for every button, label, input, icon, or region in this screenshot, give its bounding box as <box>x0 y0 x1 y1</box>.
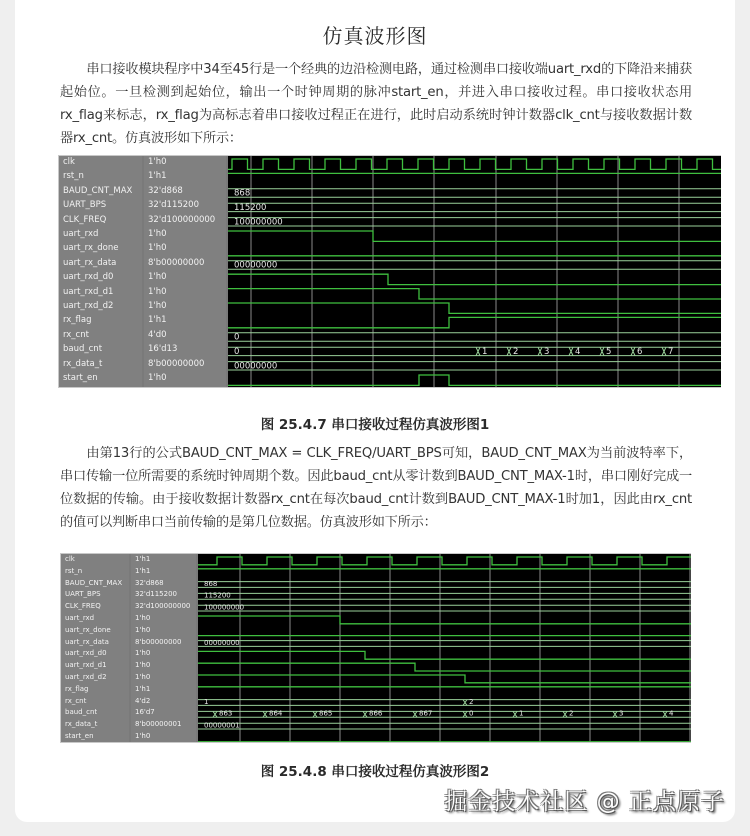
signal-name: uart_rxd_d2 <box>65 673 107 681</box>
signal-name: uart_rxd <box>63 229 99 239</box>
signal-value: 1'h0 <box>135 661 151 670</box>
signal-value: 1'h0 <box>148 157 167 167</box>
signal-value: 1'h0 <box>135 614 151 622</box>
signal-name: BAUD_CNT_MAX <box>63 185 133 196</box>
svg-text:4: 4 <box>669 709 674 718</box>
svg-text:2: 2 <box>569 709 574 718</box>
signal-value: 1'h0 <box>148 243 167 254</box>
svg-text:00000000: 00000000 <box>234 361 278 372</box>
signal-name: rst_n <box>63 171 84 182</box>
svg-text:0: 0 <box>234 332 240 343</box>
svg-text:4: 4 <box>575 347 581 358</box>
signal-name: rx_data_t <box>63 358 103 369</box>
svg-text:00000001: 00000001 <box>204 721 240 730</box>
signal-value: 1'h1 <box>135 555 151 563</box>
svg-text:100000000: 100000000 <box>204 603 245 612</box>
signal-value: 1'h0 <box>135 732 151 740</box>
signal-name: uart_rxd <box>65 614 95 622</box>
svg-text:868: 868 <box>234 188 251 199</box>
svg-text:0: 0 <box>234 347 240 358</box>
signal-name: rx_data_t <box>65 720 98 729</box>
signal-name: uart_rx_data <box>65 637 109 646</box>
signal-name: start_en <box>65 732 94 740</box>
signal-name: BAUD_CNT_MAX <box>65 578 123 587</box>
signal-name-column <box>59 156 142 387</box>
signal-name: rst_n <box>65 566 83 575</box>
signal-name-column <box>61 554 129 742</box>
svg-text:0: 0 <box>469 709 474 718</box>
svg-text:3: 3 <box>544 347 550 358</box>
svg-text:864: 864 <box>269 709 283 718</box>
waveform-figure-1 <box>58 155 721 388</box>
svg-text:1: 1 <box>519 709 524 718</box>
signal-value: 8'b00000001 <box>135 720 182 729</box>
signal-value: 32'd100000000 <box>148 214 216 225</box>
svg-text:865: 865 <box>319 709 333 718</box>
signal-name: uart_rxd_d0 <box>63 272 114 283</box>
paragraph-edge-detection <box>60 58 692 150</box>
waveform-traces <box>198 554 691 742</box>
signal-name: uart_rx_done <box>63 243 119 254</box>
signal-value: 1'h0 <box>148 286 167 297</box>
signal-name: UART_BPS <box>65 590 101 599</box>
svg-text:5: 5 <box>606 347 612 358</box>
signal-name: clk <box>63 157 75 167</box>
svg-text:863: 863 <box>219 709 233 718</box>
signal-name: rx_cnt <box>65 696 87 705</box>
signal-value: 8'b00000000 <box>148 358 205 369</box>
signal-name: rx_flag <box>65 684 89 693</box>
signal-value: 1'h1 <box>148 171 167 182</box>
signal-value: 4'd2 <box>135 696 151 705</box>
signal-name: uart_rxd_d0 <box>65 649 107 658</box>
signal-value: 1'h0 <box>135 625 151 634</box>
watermark: 掘金技术社区 @ 正点原子 <box>444 789 725 815</box>
signal-value: 32'd100000000 <box>135 602 191 611</box>
signal-name: uart_rxd_d1 <box>65 661 107 670</box>
signal-value: 1'h0 <box>148 373 167 383</box>
signal-name: rx_flag <box>63 315 92 326</box>
signal-value: 4'd0 <box>148 329 167 340</box>
svg-text:6: 6 <box>637 347 643 358</box>
signal-name: uart_rx_data <box>63 257 117 268</box>
signal-name: CLK_FREQ <box>63 214 107 225</box>
paragraph-baud-count <box>60 442 692 534</box>
svg-text:2: 2 <box>469 697 474 706</box>
signal-value: 1'h1 <box>135 566 151 575</box>
signal-name: UART_BPS <box>63 200 107 211</box>
svg-text:100000000: 100000000 <box>234 217 283 228</box>
signal-value: 32'd868 <box>135 578 164 587</box>
svg-text:7: 7 <box>668 347 674 358</box>
signal-name: baud_cnt <box>63 344 103 355</box>
signal-value: 1'h0 <box>148 301 167 311</box>
svg-text:867: 867 <box>419 709 433 718</box>
svg-text:1: 1 <box>204 697 209 706</box>
signal-name: rx_cnt <box>63 329 89 340</box>
signal-value-column <box>131 554 196 742</box>
svg-text:2: 2 <box>513 347 519 358</box>
signal-name: uart_rx_done <box>65 625 111 634</box>
waveform-plot-area <box>198 554 691 742</box>
svg-text:1: 1 <box>482 347 488 358</box>
signal-value: 1'h1 <box>135 684 151 693</box>
signal-value: 1'h0 <box>148 272 167 283</box>
signal-value: 16'd13 <box>148 344 178 355</box>
signal-value: 1'h0 <box>135 649 151 658</box>
signal-value: 8'b00000000 <box>135 637 182 646</box>
svg-text:115200: 115200 <box>204 591 231 600</box>
figure-2-caption: 图 25.4.8 串口接收过程仿真波形图2 <box>260 764 490 780</box>
waveform-traces <box>228 156 721 387</box>
svg-text:868: 868 <box>204 579 218 588</box>
signal-value: 32'd115200 <box>148 200 199 211</box>
signal-value-column <box>144 156 226 387</box>
waveform-plot-area <box>228 156 721 387</box>
signal-name: CLK_FREQ <box>65 602 101 611</box>
signal-value: 32'd115200 <box>135 590 177 599</box>
figure-1-caption: 图 25.4.7 串口接收过程仿真波形图1 <box>260 417 490 433</box>
svg-text:00000000: 00000000 <box>234 260 278 271</box>
svg-text:115200: 115200 <box>234 203 267 214</box>
signal-value: 16'd7 <box>135 708 155 717</box>
signal-value: 8'b00000000 <box>148 257 205 268</box>
waveform-figure-2 <box>60 553 691 743</box>
signal-value: 32'd868 <box>148 185 183 196</box>
svg-text:866: 866 <box>369 709 383 718</box>
signal-name: baud_cnt <box>65 708 98 717</box>
signal-value: 1'h0 <box>148 229 167 239</box>
svg-text:3: 3 <box>619 709 624 718</box>
signal-value: 1'h1 <box>148 315 167 326</box>
svg-text:00000000: 00000000 <box>204 638 240 647</box>
signal-name: start_en <box>63 373 98 383</box>
signal-name: clk <box>65 555 75 563</box>
paragraph-1-text: 串口接收模块程序中34至45行是一个经典的边沿检测电路，通过检测串口接收端uart_rxd的下降沿来捕获起始位。一旦检测到起始位，输出一个时钟周期的脉冲start_en，并进入串口接收过程。串口接收状态用rx_flag来标志，rx_flag为高标志着串口接收过程正在进行，此时启动系统时钟计数器clk_cnt与接收数据计数器rx_cnt。仿真波形如下所示： <box>60 62 692 146</box>
signal-name: uart_rxd_d1 <box>63 286 114 297</box>
signal-name: uart_rxd_d2 <box>63 301 114 311</box>
paragraph-2-text: 由第13行的公式BAUD_CNT_MAX = CLK_FREQ/UART_BPS可知，BAUD_CNT_MAX为当前波特率下，串口传输一位所需要的系统时钟周期个数。因此baud_cnt从零计数到BAUD_CNT_MAX-1时，串口刚好完成一位数据的传输。由于接收数据计数器rx_cnt在每次baud_cnt计数到BAUD_CNT_MAX-1时加1，因此由rx_cnt的值可以判断串口当前传输的是第几位数据。仿真波形如下所示： <box>60 446 692 530</box>
signal-value: 1'h0 <box>135 673 151 681</box>
section-title: 仿真波形图 <box>322 24 428 48</box>
